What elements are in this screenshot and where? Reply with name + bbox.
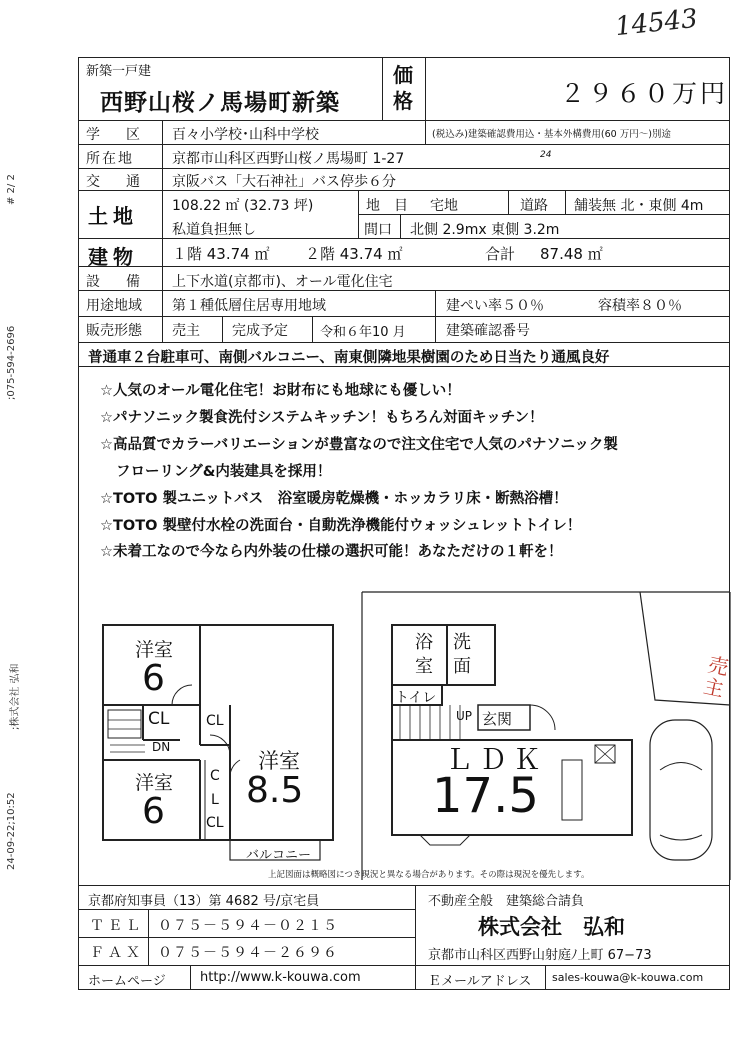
remark-text: 普通車２台駐車可、南側バルコニー、南東側隣地果樹園のため日当たり通風良好 xyxy=(88,350,610,366)
toilet-label: トイレ xyxy=(395,690,437,706)
frontage-value: 北側 2.9mx 東側 3.2m xyxy=(410,222,560,238)
stair-dn-label: DN xyxy=(152,740,171,754)
total-area: 87.48 ㎡ xyxy=(540,245,603,263)
room-western-a-size: 6 xyxy=(142,658,165,699)
floorplan-note: 上記図面は概略図につき現況と異なる場合があります。その際は現況を優先します。 xyxy=(268,870,590,880)
closet-label: CL xyxy=(206,815,224,831)
page-title: 西野山桜ノ馬場町新築 xyxy=(100,90,340,116)
completion-value: 令和６年10 月 xyxy=(320,325,406,340)
equipment-label: 設 備 xyxy=(86,274,146,290)
closet-c-label: C xyxy=(210,768,220,784)
bath-label-2: 室 xyxy=(415,656,433,677)
school-label: 学 区 xyxy=(86,127,146,143)
zoning-label: 用途地域 xyxy=(86,298,142,314)
fax-label: ＦＡＸ xyxy=(90,945,144,961)
transport-value: 京阪バス「大石神社」バス停歩６分 xyxy=(172,174,396,190)
closet-label: CL xyxy=(206,713,224,729)
zoning-value: 第１種低層住居専用地域 xyxy=(172,298,326,314)
room-western-c-label: 洋室 xyxy=(258,749,300,773)
closet-l-label: L xyxy=(211,792,219,808)
email-link[interactable]: sales-kouwa@k-kouwa.com xyxy=(552,971,704,984)
email-label: Ｅメールアドレス xyxy=(428,974,532,989)
price-value: ２９６０万円 xyxy=(560,79,729,108)
feature-item: フローリング&内装建具を採用！ xyxy=(116,464,332,480)
floor1-area: １階 43.74 ㎡ xyxy=(172,245,270,263)
closet-label: CL xyxy=(148,709,170,729)
wash-label-1: 洗 xyxy=(453,632,471,653)
room-western-c-size: 8.5 xyxy=(246,770,304,811)
road-value: 舗装無 北・東側 4m xyxy=(574,198,704,214)
room-western-b-label: 洋室 xyxy=(135,772,174,794)
fax-number: ;075-594-2696 xyxy=(6,325,17,400)
ldk-label: ＬＤＫ xyxy=(445,743,548,776)
land-label: 土地 xyxy=(88,204,138,228)
entrance-label: 玄関 xyxy=(482,710,513,728)
floor2-area: ２階 43.74 ㎡ xyxy=(305,245,403,263)
feature-item: ☆TOTO 製ユニットバス 浴室暖房乾燥機・ホッカラリ床・断熱浴槽！ xyxy=(100,491,568,507)
chimoku-value: 宅地 xyxy=(430,198,458,214)
transport-label: 交 通 xyxy=(86,174,146,190)
total-label: 合計 xyxy=(485,245,516,263)
land-note: 私道負担無し xyxy=(172,222,256,238)
chimoku-label: 地 目 xyxy=(366,198,408,214)
road-label: 道路 xyxy=(520,198,548,214)
feature-item: ☆人気のオール電化住宅！お財布にも地球にも優しい！ xyxy=(100,383,461,399)
handwritten-note: 売主 xyxy=(701,652,731,702)
frontage-label: 間口 xyxy=(364,222,392,238)
school-value: 百々小学校･山科中学校 xyxy=(172,127,319,143)
floor-plan xyxy=(0,580,744,880)
tel-label: ＴＥＬ xyxy=(90,918,144,934)
completion-label: 完成予定 xyxy=(232,323,288,339)
price-label: 価格 xyxy=(393,63,413,113)
license-text: 京都府知事員（13）第 4682 号/京宅員 xyxy=(88,894,320,909)
homepage-label: ホームページ xyxy=(88,974,166,989)
address-value: 京都市山科区西野山桜ノ馬場町 1-27 xyxy=(172,151,405,167)
stair-up-label: UP xyxy=(456,709,473,723)
company-name: 株式会社 弘和 xyxy=(478,915,625,939)
balcony-label: バルコニー xyxy=(246,848,312,863)
price-note: (税込み)建築確認費用込・基本外構費用(60 万円〜)別途 xyxy=(432,129,671,140)
handwritten-number: 14543 xyxy=(613,3,700,43)
coverage-value: 建ぺい率５０％ xyxy=(446,298,544,314)
feature-item: ☆高品質でカラーバリエーションが豊富なので注文住宅で人気のパナソニック製 xyxy=(100,437,618,453)
room-western-a-label: 洋室 xyxy=(135,639,174,661)
fax-page-number: # 2/ 2 xyxy=(6,174,17,205)
address-label: 所在地 xyxy=(86,151,134,167)
bath-label-1: 浴 xyxy=(415,632,433,653)
sales-label: 販売形態 xyxy=(86,323,142,339)
wash-label-2: 面 xyxy=(453,656,471,677)
building-label: 建物 xyxy=(88,245,138,269)
equipment-value: 上下水道(京都市)、オール電化住宅 xyxy=(172,274,393,290)
address-mark: 24 xyxy=(540,150,552,160)
feature-item: ☆パナソニック製食洗付システムキッチン！もちろん対面キッチン！ xyxy=(100,410,544,426)
fax-timestamp: 24-09-22;10:52 xyxy=(6,792,17,870)
land-area: 108.22 ㎡ (32.73 坪) xyxy=(172,198,314,214)
fax-sender: ;株式会社 弘和 xyxy=(10,663,21,730)
permit-label: 建築確認番号 xyxy=(446,323,530,339)
homepage-link[interactable]: http://www.k-kouwa.com xyxy=(200,970,361,985)
category-label: 新築一戸建 xyxy=(86,64,152,79)
tel-value: ０７５－５９４－０２１５ xyxy=(158,918,338,934)
company-address: 京都市山科区西野山射庭ﾉ上町 67−73 xyxy=(428,948,652,963)
fax-value: ０７５－５９４－２６９６ xyxy=(158,945,338,961)
feature-item: ☆TOTO 製壁付水栓の洗面台・自動洗浄機能付ウォッシュレットトイレ！ xyxy=(100,518,582,534)
feature-item: ☆未着工なので今なら内外装の仕様の選択可能！あなただけの１軒を！ xyxy=(100,544,563,560)
far-value: 容積率８０％ xyxy=(598,298,682,314)
ldk-size: 17.5 xyxy=(432,768,539,824)
sales-value: 売主 xyxy=(172,323,200,339)
room-western-b-size: 6 xyxy=(142,791,165,832)
business-text: 不動産全般 建築総合請負 xyxy=(428,894,585,909)
